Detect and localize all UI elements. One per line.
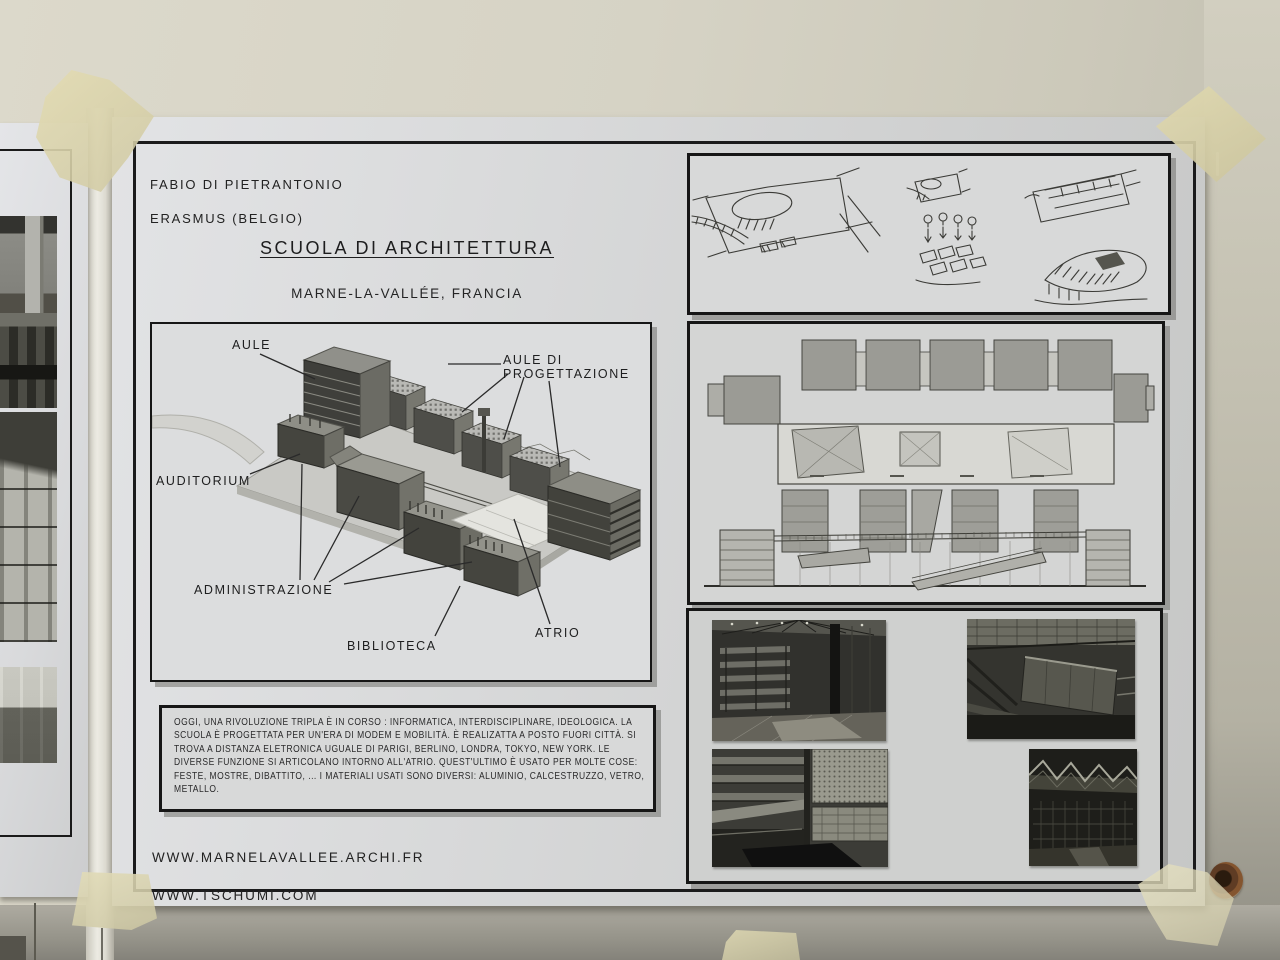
poster-title: SCUOLA DI ARCHITETTURA: [259, 238, 555, 258]
concept-sketches: [690, 156, 1162, 306]
author-program: ERASMUS (BELGIO): [150, 211, 304, 226]
masking-tape-bottom-left: [72, 872, 157, 930]
left-poster-photo-bookshelves: [0, 313, 57, 408]
left-poster-partial: [0, 123, 88, 897]
floor-plan-and-section: [690, 324, 1156, 596]
wall-corner-molding: [86, 108, 114, 960]
author-name: FABIO DI PIETRANTONIO: [150, 177, 344, 192]
left-poster-photo-reading-room: [0, 667, 57, 763]
cable-line: [34, 903, 36, 960]
label-biblioteca: BIBLIOTECA: [347, 639, 437, 653]
photo-walkway-perforated-screen: [712, 749, 888, 867]
website-links: [152, 829, 424, 924]
photo-roof-glazing-interior: [1029, 749, 1137, 866]
left-poster-photo-window-facade: [0, 412, 57, 642]
label-auditorium: AUDITORIUM: [156, 474, 251, 488]
sketches-panel: [687, 153, 1171, 315]
description-text: OGGI, UNA RIVOLUZIONE TRIPLA È IN CORSO : INFORMATICA, INTERDISCIPLINARE, IDEOLOGICA. LA SCUOLA È PROGETTATA PER UN'ERA DI MODEM E MOBILITÀ. È REALIZATTA A POSTO FUORI CITTÀ. SI TROVA A DISTANZA ELETRONICA UGUALE DI PARIGI, BERLINO, LONDRA, TOKYO, NEW YORK. LE DIVERSE FUNZIONE SI ARTICOLANO INTORNO ALL'ATRIO. QUEST'ULTIMO È USATO PER MOLTE COSE: FESTE, MOSTRE, DIBATTITO, ... I MATERIALI USATI SONO DIVERSI: ALUMINIO, CALCESTRUZZO, VETRO, METALLO.: [174, 716, 645, 796]
poster-subtitle: MARNE-LA-VALLÉE, FRANCIA: [291, 286, 523, 301]
plan-section-panel: [687, 321, 1165, 605]
description-panel: [159, 705, 656, 812]
label-atrio: ATRIO: [535, 626, 581, 640]
photo-atrium-suspended-box: [967, 619, 1135, 739]
dark-corner-sliver: [0, 936, 26, 960]
label-administrazione: ADMINISTRAZIONE: [194, 583, 334, 597]
link-tschumi: WWW.TSCHUMI.COM: [152, 888, 319, 903]
molding-edge-line: [101, 928, 103, 960]
main-poster: [112, 117, 1205, 906]
masking-tape-bottom-center: [722, 930, 800, 960]
left-poster-photo-library-column: [0, 216, 57, 313]
photos-panel: [686, 608, 1163, 884]
photo-atrium-interior-1: [712, 620, 886, 741]
axonometric-panel: [150, 322, 652, 682]
link-marnelavallee: WWW.MARNELAVALLEE.ARCHI.FR: [152, 850, 425, 865]
label-aule: AULE: [232, 338, 272, 352]
label-aule-di-progettazione: AULE DI PROGETTAZIONE: [503, 353, 630, 381]
